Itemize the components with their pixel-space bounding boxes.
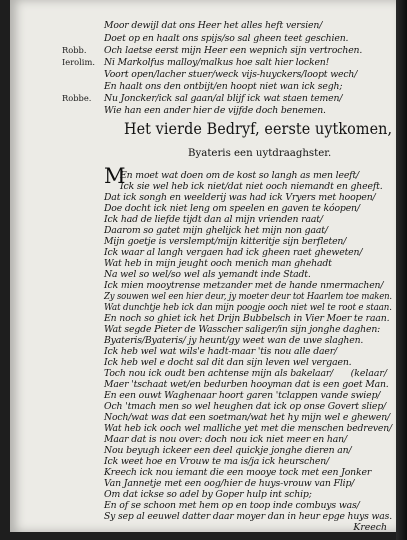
verse-line: Na wel so wel/so wel als yemandt inde Stadt. — [104, 269, 311, 280]
verse-line: Van Jannetje met een oog/hier de huys-vrouw van Flip/ — [104, 478, 355, 489]
verse-line: Ick weet hoe en Vrouw te ma is/ja ick heurschen/ — [104, 456, 330, 467]
verse-line: Nu Joncker/ick sal gaan/al blijf ick wat staen temen/ — [104, 93, 343, 104]
verse-line: Ick sie wel heb ick niet/dat niet ooch niemandt en gheeft. — [120, 181, 383, 192]
verse-line: En noch so ghiet ick het Drijn Bubbelsch in Vier Moer te raan. — [104, 313, 390, 324]
verse-line: Wat segde Pieter de Wasscher saliger/in sijn jonghe daghen: — [104, 324, 381, 335]
verse-line: Zy souwen wel een hier deur, jy moeter deur tot Haarlem toe maken. — [104, 291, 392, 302]
verse-line: Toch nou ick oudt ben achtense mijn als bakelaar/ — [104, 368, 334, 379]
verse-line: En een ouwt Waghenaar hoort garen 'tclappen vande swiep/ — [104, 390, 381, 401]
verse-line: Maer 'tschaat wet/en bedurben hooyman dat is een goet Man. — [104, 379, 389, 390]
verse-line: Nou beyugh ickeer een deel quickje jonghe dieren an/ — [104, 445, 352, 456]
verse-line: En haalt ons den ontbijt/en hoopt niet wan ick segh; — [104, 81, 343, 92]
verse-line: Maar dat is nou over: doch nou ick niet meer en han/ — [104, 434, 347, 445]
verse-line: Daarom so gatet mijn ghelijck het mijn non gaat/ — [104, 225, 328, 236]
verse-line: Voort open/lacher stuer/weck vijs-huyckers/loopt wech/ — [104, 69, 358, 80]
act-title: Het vierde Bedryf, eerste uytkomen, — [124, 120, 393, 138]
verse-line: Sy sep al eeuwel datter daar moyer dan in heur epge huys was. — [104, 511, 392, 522]
verse-line: Om dat ickse so adel by Goper hulp int schip; — [104, 489, 312, 500]
catchword: Kreech — [353, 522, 387, 533]
verse-line: Wie han een ander hier de vijfde doch benemen. — [104, 105, 326, 116]
verse-line: Wat heb in mijn jeught ooch menich man ghehadt — [104, 258, 332, 269]
verse-line: Moor dewijl dat ons Heer het alles heft versien/ — [104, 20, 323, 31]
verse-line: Doe docht ick niet leng om speelen en gaven te kóopen/ — [104, 203, 360, 214]
verse-line: Noch/wat was dat een soetman/wat het hy mijn wel e ghewen/ — [104, 412, 391, 423]
verse-line: Dat ick songh en weelderij was had ick Vryers met hoopen/ — [104, 192, 376, 203]
verse-line: Ick heb wel e docht sal dit dan sijn leven wel vergaen. — [104, 357, 352, 368]
verse-line: Ni Markolfus malloy/malkus hoe salt hier locken! — [104, 57, 330, 68]
speaker-label: Robb. — [62, 45, 87, 55]
verse-line: Ick had de liefde tijdt dan al mijn vrienden raat/ — [104, 214, 323, 225]
speaker-label: Ierolim. — [62, 57, 95, 67]
verse-line: Ick mien mooytrense metzander met de hande nmermachen/ — [104, 280, 384, 291]
verse-line: Byateris/Byateris/ jy heunt/gy weet wan de uwe slaghen. — [104, 335, 364, 346]
verse-line: Ick heb wel wat wils'e hadt-maar 'tis nou alle daer/ — [104, 346, 338, 357]
verse-line: Och laetse eerst mijn Heer een wepnich sijn vertrochen. — [104, 45, 363, 56]
drop-cap: M — [104, 164, 126, 188]
verse-line: Ick waar al langh vergaen had ick gheen raet gheweten/ — [104, 247, 363, 258]
verse-line: Wat heb ick ooch wel malliche yet met die menschen bedreven/ — [104, 423, 392, 434]
verse-line: Mijn goetje is verslempt/mijn kitteritje sijn berfleten/ — [104, 236, 347, 247]
verse-line: En of se schoon met hem op en toop inde combuys was/ — [104, 500, 360, 511]
book-gutter — [396, 0, 407, 540]
verse-line: Och 'tmach men so wel heughen dat ick op onse Govert sliep/ — [104, 401, 387, 412]
speaker-label: Robbe. — [62, 93, 92, 103]
verse-line: Kreech ick nou iemant die een mooye tock met een Jonker — [104, 467, 372, 478]
verse-line: Doet op en haalt ons spijs/so sal gheen teet geschien. — [104, 33, 349, 44]
verse-line: En moet wat doen om de kost so langh as men leeft/ — [120, 170, 360, 181]
bracket-tag: (kelaar/ — [350, 368, 387, 379]
scene-heading: Byateris een uytdraaghster. — [188, 148, 332, 159]
verse-line: Wat dunchtje heb ick dan mijn poogje ooch niet wel te root e staan. — [104, 302, 392, 313]
